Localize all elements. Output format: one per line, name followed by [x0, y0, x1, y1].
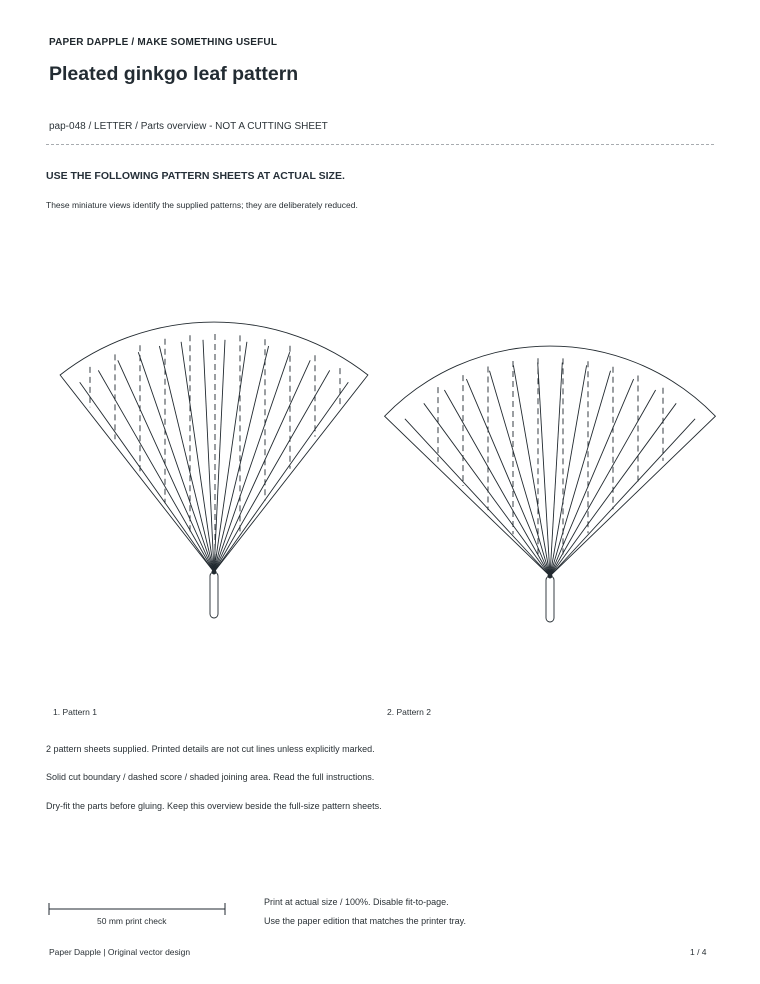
leaf-base-point	[548, 574, 552, 578]
leaf-vein	[466, 379, 550, 576]
leaf-vein	[80, 382, 214, 572]
print-note-actual-size: Print at actual size / 100%. Disable fit-to-page.	[264, 897, 449, 907]
section-intro: These miniature views identify the supplied patterns; they are deliberately reduced.	[46, 200, 358, 210]
pattern-2-figure	[385, 346, 716, 622]
pattern-1-caption: 1. Pattern 1	[53, 707, 97, 717]
page-title: Pleated ginkgo leaf pattern	[49, 63, 299, 85]
leaf-outline	[60, 322, 368, 572]
leaf-vein	[98, 370, 214, 572]
note-dry-fit: Dry-fit the parts before gluing. Keep this overview beside the full-size pattern sheets.	[46, 801, 382, 811]
scale-check-label: 50 mm print check	[97, 916, 167, 926]
leaf-outline	[385, 346, 716, 576]
leaf-vein	[550, 419, 695, 576]
print-note-paper: Use the paper edition that matches the printer tray.	[264, 916, 466, 926]
page-number: 1 / 4	[690, 947, 707, 957]
note-legend: Solid cut boundary / dashed score / shaded joining area. Read the full instructions.	[46, 772, 375, 782]
footer-credit: Paper Dapple | Original vector design	[49, 947, 191, 957]
note-sheets: 2 pattern sheets supplied. Printed details are not cut lines unless explicitly marked.	[46, 744, 375, 754]
leaf-vein	[550, 363, 562, 577]
leaf-vein	[405, 419, 550, 576]
leaf-vein	[214, 352, 290, 572]
leaf-vein	[118, 360, 214, 572]
meta-line: pap-048 / LETTER / Parts overview - NOT A CUTTING SHEET	[49, 121, 328, 132]
brand-line: PAPER DAPPLE / MAKE SOMETHING USEFUL	[49, 37, 278, 48]
leaf-vein	[538, 363, 550, 577]
leaf-vein	[214, 360, 310, 572]
leaf-vein	[214, 382, 348, 572]
leaf-stem	[546, 576, 554, 622]
pattern-2-caption: 2. Pattern 2	[387, 707, 431, 717]
leaf-stem	[210, 572, 218, 618]
pattern-1-figure	[60, 322, 368, 618]
leaf-base-point	[212, 570, 216, 574]
section-heading: USE THE FOLLOWING PATTERN SHEETS AT ACTUAL SIZE.	[46, 170, 345, 182]
leaf-vein	[203, 340, 214, 572]
leaf-vein	[214, 370, 330, 572]
scale-bar	[49, 903, 225, 915]
leaf-vein	[550, 379, 634, 576]
leaf-vein	[138, 352, 214, 572]
leaf-vein	[214, 340, 225, 572]
leaf-vein	[424, 403, 550, 576]
